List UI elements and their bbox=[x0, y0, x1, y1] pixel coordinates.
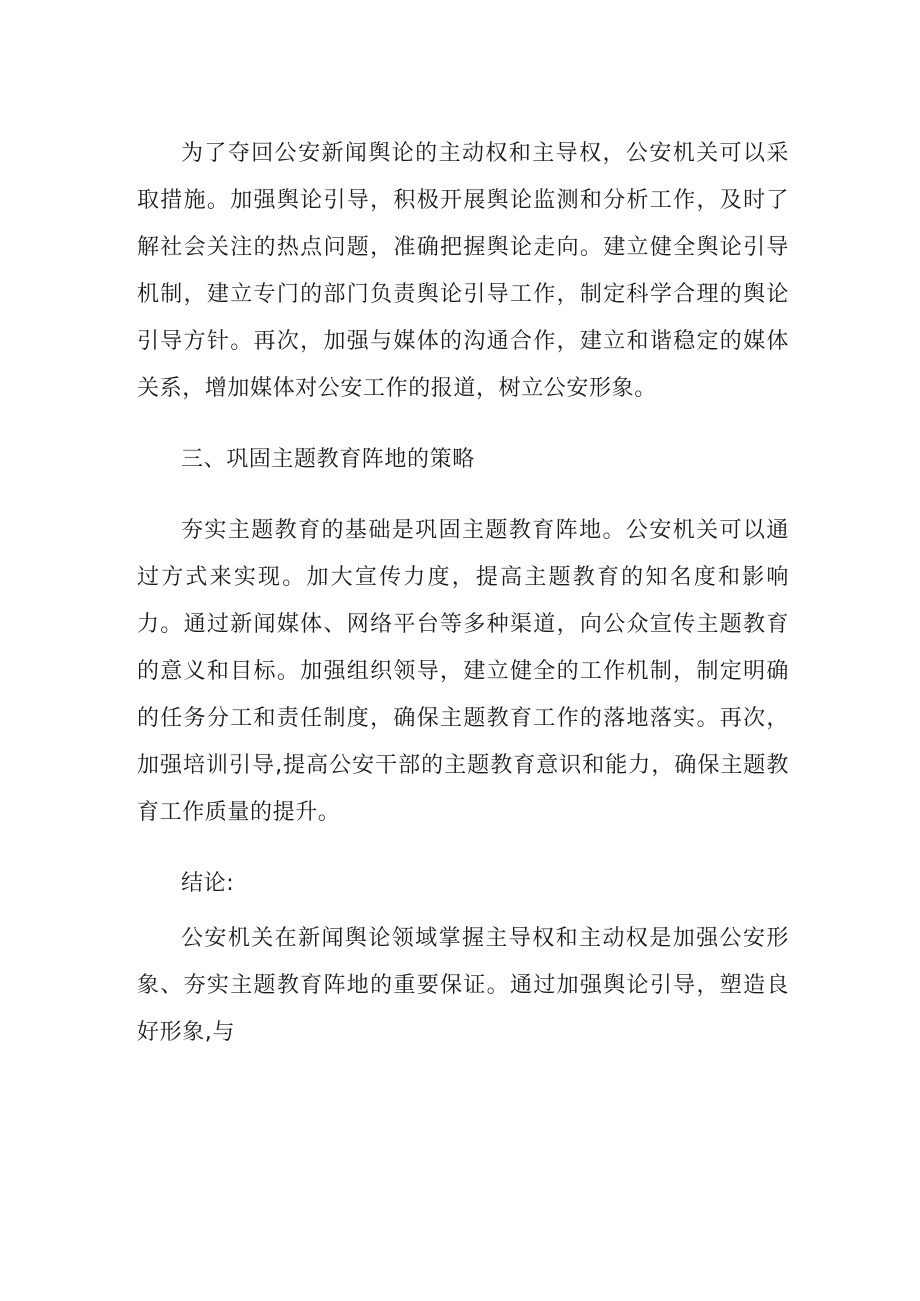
paragraph-public-opinion-measures: 为了夺回公安新闻舆论的主动权和主导权，公安机关可以采取措施。加强舆论引导，积极开展舆论监测和分析工作，及时了解社会关注的热点问题，准确把握舆论走向。建立健全舆论引导机制，建立专门的部门负责舆论引导工作，制定科学合理的舆论引导方针。再次，加强与媒体的沟通合作，建立和谐稳定的媒体关系，增加媒体对公安工作的报道，树立公安形象。 bbox=[137, 141, 789, 401]
document-body bbox=[137, 130, 789, 1056]
paragraph-education-position: 夯实主题教育的基础是巩固主题教育阵地。公安机关可以通过方式来实现。加大宣传力度，提高主题教育的知名度和影响力。通过新闻媒体、网络平台等多种渠道，向公众宣传主题教育的意义和目标。加强组织领导，建立健全的工作机制，制定明确的任务分工和责任制度，确保主题教育工作的落地落实。再次，加强培训引导,提高公安干部的主题教育意识和能力，确保主题教育工作质量的提升。 bbox=[137, 518, 789, 825]
paragraph-conclusion: 公安机关在新闻舆论领域掌握主导权和主动权是加强公安形象、夯实主题教育阵地的重要保证。通过加强舆论引导，塑造良好形象,与 bbox=[137, 926, 789, 1045]
conclusion-heading: 结论: bbox=[181, 871, 235, 896]
section-heading-three: 三、巩固主题教育阵地的策略 bbox=[181, 447, 475, 472]
